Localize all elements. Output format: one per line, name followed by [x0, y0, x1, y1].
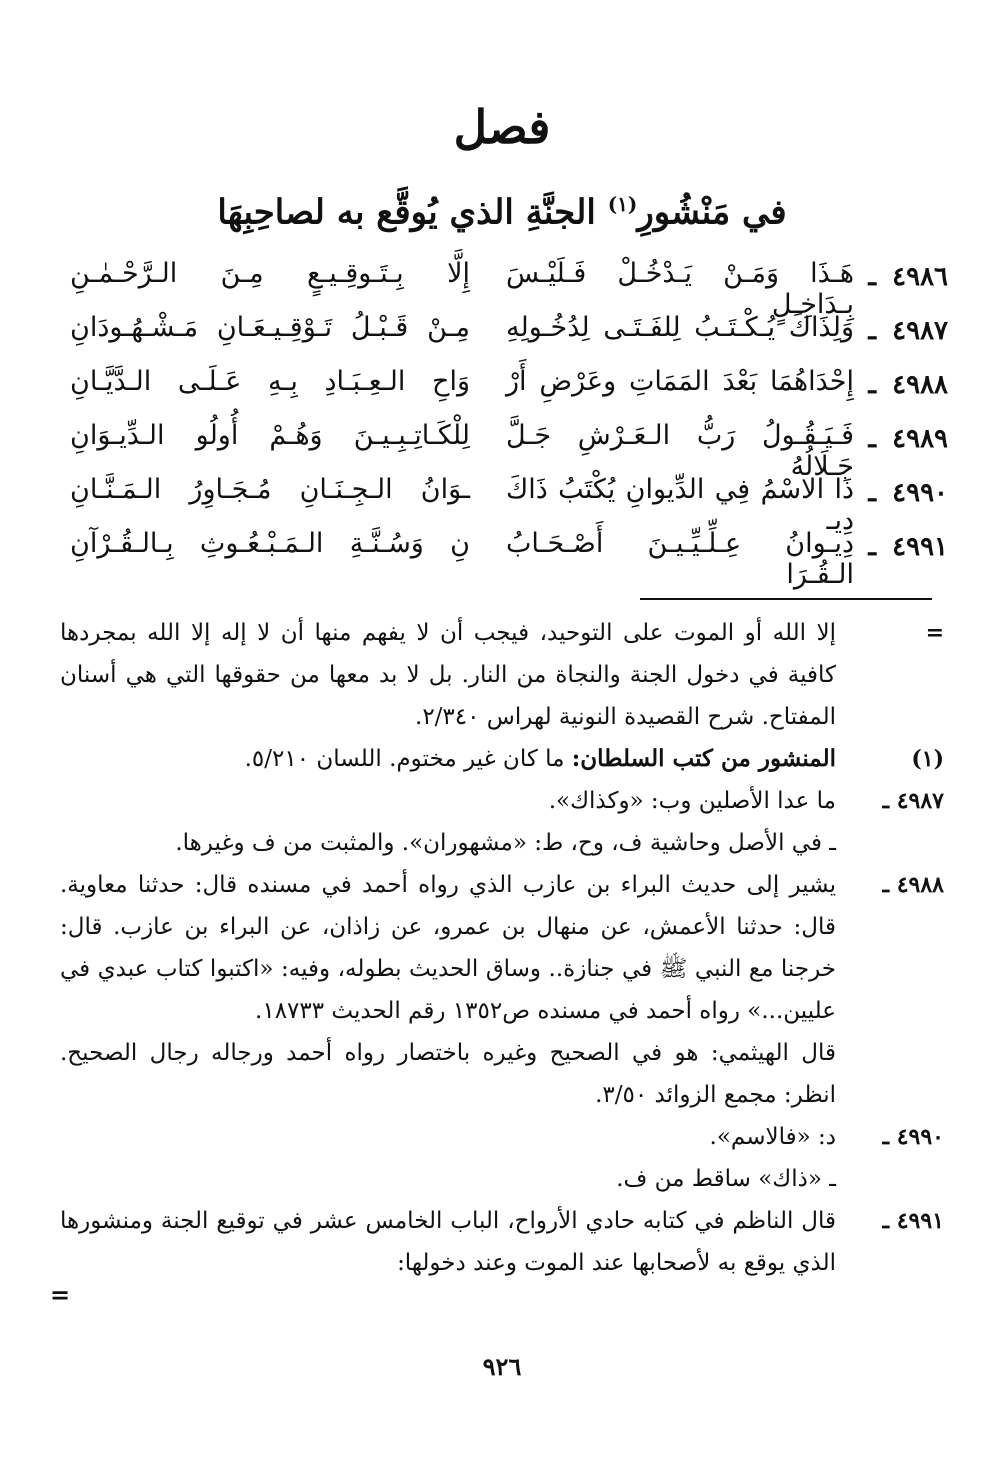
- verse-first-hemistich: فَـيَـقُـولُ رَبُّ الـعَـرْشِ جَـلَّ جَـلَالُهُ: [506, 420, 854, 482]
- verse-number: ٤٩٨٨: [892, 370, 948, 400]
- verse-second-hemistich: ـوَانُ الـجِـنَـانِ مُـجَـاوِرُ الـمَـنَّـانِ: [70, 474, 470, 505]
- verse-dash: ـ: [868, 424, 876, 454]
- footnote-1: [60, 738, 944, 780]
- verse-line: [60, 258, 948, 320]
- footnote-marker: ٤٩٨٨ ـ: [882, 872, 944, 898]
- footnote-text: ـ في الأصل وحاشية ف، وح، ط: «مشهوران». والمثبت من ف وغيرها.: [175, 830, 836, 856]
- verse-first-hemistich: وَلِذَاكَ يُـكْـتَـبُ لِلفَـتَـى لِدُخُـولِهِ: [506, 312, 854, 343]
- verse-first-hemistich: دِيـوانُ عِـلِّـيِّـيـنَ أَصْـحَـابُ الـقُـرَا: [506, 528, 854, 590]
- verse-dash: ـ: [868, 532, 876, 562]
- verse-line: [60, 312, 948, 366]
- footnote-marker: ٤٩٨٧ ـ: [882, 788, 944, 814]
- verse-first-hemistich: ذَا الاسْمُ فِي الدِّيوانِ يُكْتَبُ ذَاكَ دِيـ: [506, 474, 854, 536]
- footnote-text: ـ «ذاك» ساقط من ف.: [616, 1166, 836, 1192]
- footnote-text: قال الهيثمي: هو في الصحيح وغيره باختصار رواه أحمد ورجاله رجال الصحيح. انظر: مجمع الزوائد ٣/٥٠.: [60, 1040, 836, 1108]
- verse-line: [60, 420, 948, 482]
- verse-number: ٤٩٩١: [892, 532, 948, 562]
- footnote-body: [60, 1200, 836, 1284]
- section-heading: فصل: [453, 100, 551, 154]
- continuation-mark: =: [50, 1280, 71, 1309]
- footnote-term: المنشور من كتب السلطان:: [571, 745, 836, 772]
- footnote-marker: ٤٩٩١ ـ: [882, 1208, 944, 1234]
- footnote-body: [60, 864, 836, 1116]
- footnote-text: ما عدا الأصلين وب: «وكذاك».: [548, 788, 836, 814]
- verse-second-hemistich: نِ وَسُـنَّـةِ الـمَـبْـعُـوثِ بِـالـقُـرْآنِ: [70, 528, 470, 559]
- footnote-body: [60, 1116, 836, 1200]
- footnote-text: [60, 738, 836, 780]
- footnote-text: يشير إلى حديث البراء بن عازب الذي رواه أحمد في مسنده قال: حدثنا معاوية. قال: حدثنا الأعمش، عن منهال بن عمرو، عن زاذان، عن البراء بن عازب. قال: خرجنا مع النبي ﷺ في جنازة.. وساق الحديث بطوله، وفيه: «اكتبوا كتاب عبدي في عليين...» رواه أحمد في مسنده ص١٣٥٢ رقم الحديث ١٨٧٣٣.: [60, 872, 836, 1024]
- verse-second-hemistich: لِلْكَـاتِـبِـيـنَ وَهُـمْ أُولُو الـدِّيـوَانِ: [70, 420, 470, 451]
- section-subheading: [0, 192, 1004, 232]
- footnote-text: قال الناظم في كتابه حادي الأرواح، الباب الخامس عشر في توقيع الجنة ومنشورها الذي يوقع به لأصحابها عند الموت وعند دخولها:: [60, 1208, 836, 1276]
- verse-number: ٤٩٩٠: [892, 478, 948, 508]
- verse-dash: ـ: [868, 262, 876, 292]
- verse-number: ٤٩٨٧: [892, 316, 948, 346]
- subheading-part-1: في مَنْشُورِ: [637, 192, 787, 233]
- footnote-continuation: [60, 612, 944, 738]
- footnotes: [60, 612, 944, 1284]
- verse-dash: ـ: [868, 370, 876, 400]
- verse-number: ٤٩٨٦: [892, 262, 948, 292]
- verse-line: [60, 366, 948, 420]
- verse-line: [60, 528, 948, 590]
- footnote-body: [60, 780, 836, 864]
- footnote-separator: [640, 598, 932, 600]
- footnote-body: [60, 738, 836, 780]
- verse-dash: ـ: [868, 478, 876, 508]
- footnote-4991: [60, 1200, 944, 1284]
- verse-second-hemistich: وَاحِ الـعِـبَـادِ بِـهِ عَـلَـى الـدَّيَّـانِ: [70, 366, 470, 397]
- page-number: ٩٢٦: [482, 1352, 522, 1381]
- verse-second-hemistich: مِـنْ قَـبْـلُ تَـوْقِـيـعَـانِ مَـشْـهُـودَانِ: [70, 312, 470, 343]
- footnote-text: د: «فالاسم».: [709, 1124, 836, 1150]
- verse-line: [60, 474, 948, 536]
- footnote-marker: (١): [911, 746, 944, 772]
- footnote-ref: (١): [607, 192, 638, 216]
- subheading-part-2: الجنَّةِ الذي يُوقَّع به لصاحِبِهَا: [217, 192, 608, 233]
- verse-second-hemistich: إِلَّا بِـتَـوقِـيـعٍ مِـنَ الـرَّحْـمٰـنِ: [70, 258, 470, 289]
- footnote-text: إلا الله أو الموت على التوحيد، فيجب أن لا يفهم منها أن لا إله إلا الله بمجردها كافية في دخول الجنة والنجاة من النار. بل لا بد معها من حقوقها التي هي أسنان المفتاح. شرح القصيدة النونية لهراس ٢/٣٤٠.: [60, 620, 836, 730]
- footnote-body: [60, 612, 836, 738]
- verse-block: [60, 258, 948, 590]
- footnote-marker: ٤٩٩٠ ـ: [882, 1124, 944, 1150]
- footnote-4990: [60, 1116, 944, 1200]
- footnote-4987: [60, 780, 944, 864]
- verse-first-hemistich: إِحْدَاهُمَا بَعْدَ المَمَاتِ وعَرْضِ أَرْ: [506, 366, 854, 397]
- verse-dash: ـ: [868, 316, 876, 346]
- footnote-4988: [60, 864, 944, 1116]
- footnote-marker: =: [925, 620, 944, 646]
- verse-number: ٤٩٨٩: [892, 424, 948, 454]
- verse-first-hemistich: هَـذَا وَمَـنْ يَـدْخُـلْ فَـلَيْـسَ بِـدَاخِـلٍ: [506, 258, 854, 320]
- footnote-definition: ما كان غير مختوم. اللسان ٥/٢١٠.: [244, 746, 572, 772]
